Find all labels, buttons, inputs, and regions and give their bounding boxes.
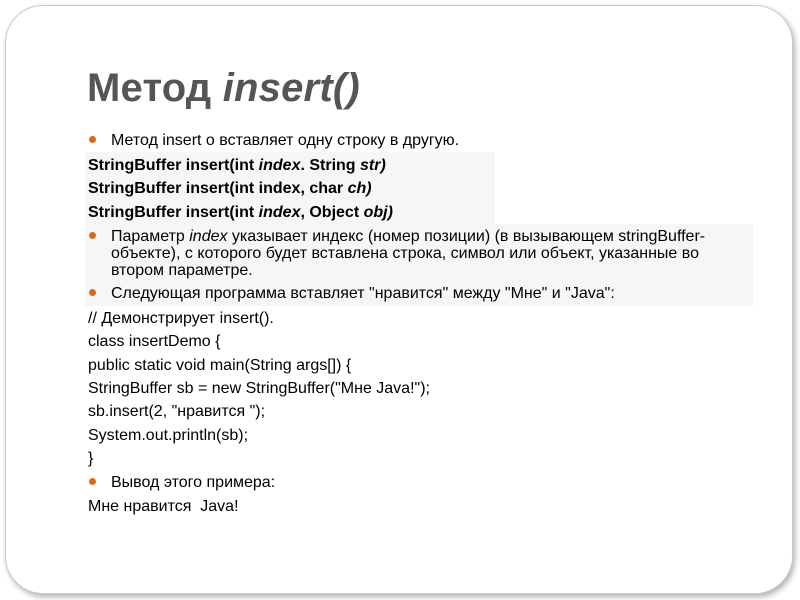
output-line: Мне нравится Java! (88, 498, 239, 515)
sig1-part-d: str) (360, 157, 386, 174)
code-line: class insertDemo { (88, 333, 221, 350)
bullet-icon (89, 478, 96, 485)
signature-line-2 (88, 180, 372, 197)
sig3-part-c: , Object (300, 204, 364, 221)
signature-line-1 (88, 157, 386, 174)
signature-line-3 (88, 204, 393, 221)
bullet-icon (89, 232, 96, 239)
bullet-text-3: Следующая программа вставляет "нравится" между "Мне" и "Java": (111, 285, 615, 302)
sig1-part-b: index (258, 157, 301, 174)
bullet-icon (89, 289, 96, 296)
sig2-part-a: StringBuffer insert(int index, char (88, 180, 348, 197)
code-line: } (88, 450, 94, 467)
bullet-icon (89, 136, 96, 143)
bullet2-part-a: Параметр (111, 228, 190, 245)
sig1-part-a: StringBuffer insert(int (88, 157, 259, 174)
bullet2-part-b: index (189, 228, 228, 245)
sig3-part-a: StringBuffer insert(int (88, 204, 259, 221)
sig1-part-c: . String (300, 157, 361, 174)
code-line: // Демонстрирует insert(). (88, 310, 274, 327)
code-line: StringBuffer sb = new StringBuffer("Мне Java!"); (88, 380, 430, 397)
title-emphasis: insert() (222, 66, 360, 110)
code-line: public static void main(String args[]) { (88, 357, 352, 374)
bullet-text-4: Вывод этого примера: (111, 474, 276, 491)
code-line: System.out.println(sb); (88, 427, 249, 444)
page-title (87, 66, 360, 111)
bullet2-part-c: указывает индекс (номер позиции) (в вызывающем stringBuffer-объекте), с которого будет вставлена строка, символ или объект, указанные во втором параметре. (111, 228, 706, 279)
sig3-part-b: index (258, 204, 301, 221)
code-line: sb.insert(2, "нравится "); (88, 403, 266, 420)
sig3-part-d: obj) (363, 204, 393, 221)
title-prefix: Метод (87, 66, 223, 110)
bullet-text-2 (111, 228, 751, 279)
sig2-part-b: ch) (347, 180, 372, 197)
bullet-text-1: Метод insert о вставляет одну строку в другую. (111, 132, 460, 149)
